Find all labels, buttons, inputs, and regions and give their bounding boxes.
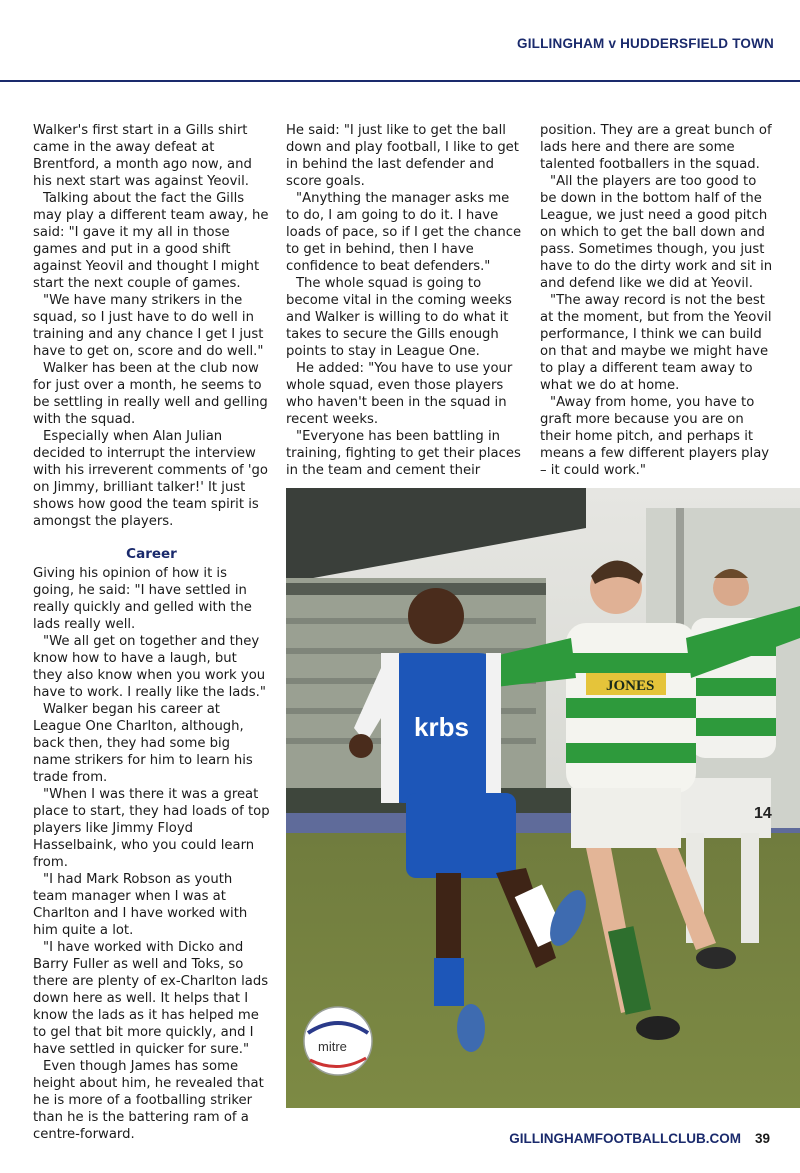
- paragraph: Giving his opinion of how it is going, he said: "I have settled in really quickly and gelled with the lads really well.: [33, 566, 252, 632]
- page-footer: [509, 1131, 770, 1146]
- green-shirt-sponsor: JONES: [606, 678, 655, 694]
- paragraph: Walker has been at the club now for just over a month, he seems to be settling in really well and gelling with the squad.: [33, 361, 268, 427]
- section-heading: Career: [126, 546, 177, 562]
- paragraph: He added: "You have to use your whole squad, even those players who haven't been in the squad in recent weeks.: [286, 361, 513, 427]
- ball-brand: mitre: [318, 1039, 347, 1054]
- article-column-1: [33, 122, 270, 530]
- paragraph: "We all get on together and they know how to have a laugh, but they also know when you work you have to work. I really like the lads.": [33, 634, 266, 700]
- match-photo-illustration: [286, 488, 800, 1108]
- paragraph: "Away from home, you have to graft more because you are on their home pitch, and perhaps it means a few different players play – it could work.": [540, 395, 770, 478]
- paragraph: "I had Mark Robson as youth team manager when I was at Charlton and I have worked with him quite a lot.: [33, 872, 248, 938]
- paragraph: "Everyone has been battling in training, fighting to get their places in the team and cement their: [286, 429, 521, 478]
- paragraph: He said: "I just like to get the ball down and play football, I like to get in behind the last defender and score goals.: [286, 123, 519, 189]
- page-number: 39: [754, 1131, 770, 1146]
- paragraph: The whole squad is going to become vital in the coming weeks and Walker is willing to do what it takes to secure the Gills enough points to stay in League One.: [286, 276, 512, 359]
- paragraph: Talking about the fact the Gills may play a different team away, he said: "I gave it my all in those games and put in a good shift against Yeovil and thought I might start the next couple of games.: [33, 191, 269, 291]
- match-photo: [286, 488, 800, 1108]
- shirt-number: 14: [754, 805, 772, 822]
- paragraph: "The away record is not the best at the moment, but from the Yeovil performance, I think we can build on that and maybe we might have to play a different team away to what we do at home.: [540, 293, 772, 393]
- article-column-3: [540, 122, 776, 479]
- header-rule: [0, 80, 800, 82]
- article-column-1-lower: [33, 546, 270, 1143]
- paragraph: "All the players are too good to be down in the bottom half of the League, we just need a good pitch on which to get the ball down and pass. Sometimes though, you just have to do the dirty work and sit in and defend like we did at Yeovil.: [540, 174, 773, 291]
- footer-site: GILLINGHAMFOOTBALLCLUB.COM: [509, 1131, 741, 1146]
- paragraph: "I have worked with Dicko and Barry Fuller as well and Toks, so there are plenty of ex-Charlton lads down here as well. It helps that I know the lads as it has helped me to gel that bit more quickly, and I have settled in quicker for sure.": [33, 940, 269, 1057]
- paragraph: Even though James has some height about him, he revealed that he is more of a footballing striker than he is the battering ram of a centre-forward.: [33, 1059, 264, 1142]
- paragraph: position. They are a great bunch of lads here and there are some talented footballers in the squad.: [540, 123, 772, 172]
- article-column-2: [286, 122, 524, 479]
- paragraph: "Anything the manager asks me to do, I am going to do it. I have loads of pace, so if I get the chance to get in behind, then I have confidence to beat defenders.": [286, 191, 522, 274]
- running-header: GILLINGHAM v HUDDERSFIELD TOWN: [517, 36, 774, 51]
- paragraph: "We have many strikers in the squad, so I just have to do well in training and any chance I get I just have to get on, score and do well.": [33, 293, 264, 359]
- paragraph: Especially when Alan Julian decided to interrupt the interview with his irreverent comments of 'go on Jimmy, brilliant talker!' It just shows how good the team spirit is amongst the players.: [33, 429, 268, 529]
- paragraph: Walker began his career at League One Charlton, although, back then, they had some big name strikers for him to learn his trade from.: [33, 702, 253, 785]
- paragraph: "When I was there it was a great place to start, they had loads of top players like Jimmy Floyd Hasselbaink, who you could learn from.: [33, 787, 270, 870]
- blue-shirt-sponsor: krbs: [414, 712, 469, 742]
- paragraph: Walker's first start in a Gills shirt came in the away defeat at Brentford, a month ago now, and his next start was against Yeovil.: [33, 123, 252, 189]
